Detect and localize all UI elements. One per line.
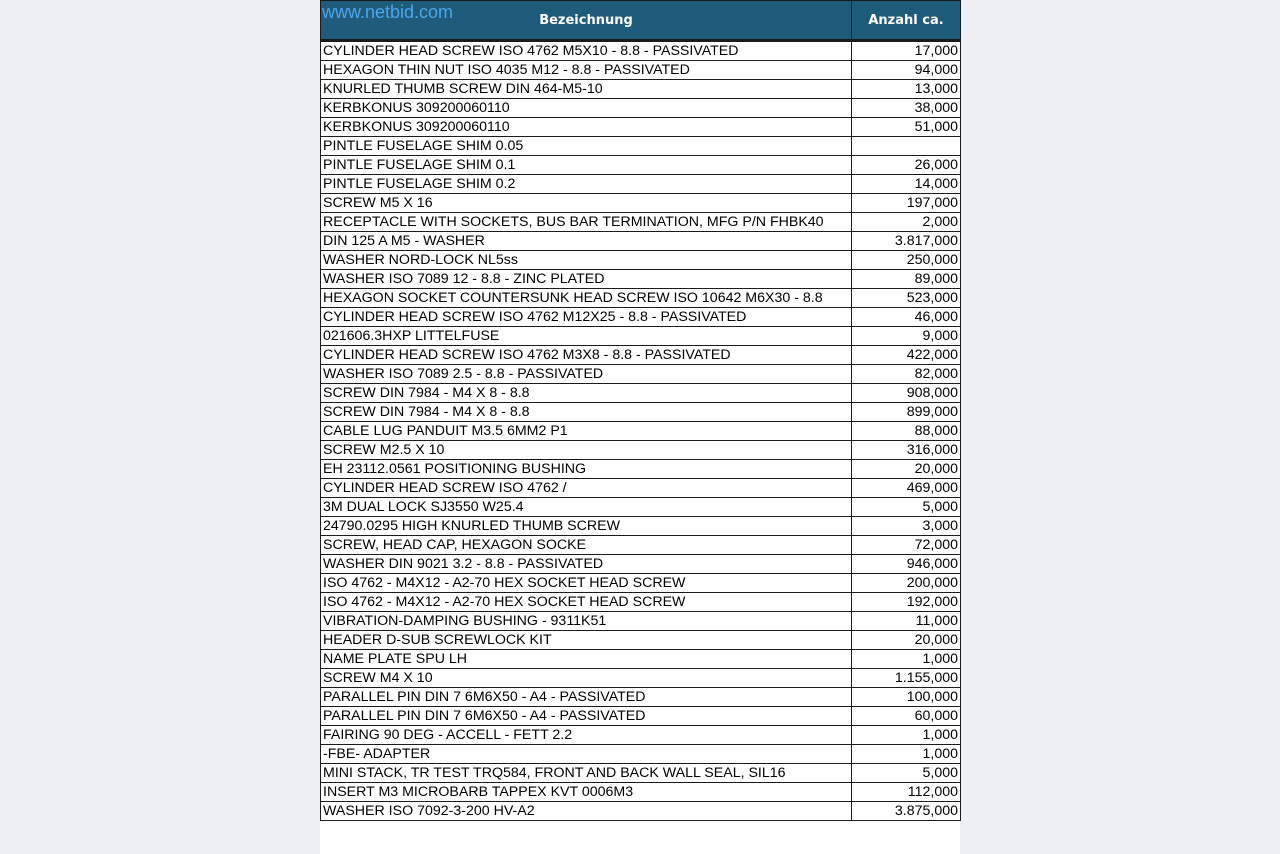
table-row (321, 764, 961, 783)
row-description: PARALLEL PIN DIN 7 6M6X50 - A4 - PASSIVATED (321, 688, 852, 707)
table-row (321, 80, 961, 99)
row-quantity: 72,000 (852, 536, 961, 555)
row-description: -FBE- ADAPTER (321, 745, 852, 764)
table-row (321, 327, 961, 346)
row-quantity: 60,000 (852, 707, 961, 726)
row-description: SCREW DIN 7984 - M4 X 8 - 8.8 (321, 403, 852, 422)
row-description: SCREW DIN 7984 - M4 X 8 - 8.8 (321, 384, 852, 403)
table-row (321, 536, 961, 555)
table-row (321, 346, 961, 365)
row-description: DIN 125 A M5 - WASHER (321, 232, 852, 251)
table-body (321, 41, 961, 821)
row-description: WASHER NORD-LOCK NL5ss (321, 251, 852, 270)
row-description: CABLE LUG PANDUIT M3.5 6MM2 P1 (321, 422, 852, 441)
table-row (321, 517, 961, 536)
table-row (321, 688, 961, 707)
row-quantity: 1,000 (852, 745, 961, 764)
table-row (321, 289, 961, 308)
row-description: WASHER ISO 7089 12 - 8.8 - ZINC PLATED (321, 270, 852, 289)
row-description: MINI STACK, TR TEST TRQ584, FRONT AND BACK WALL SEAL, SIL16 (321, 764, 852, 783)
row-description: PINTLE FUSELAGE SHIM 0.1 (321, 156, 852, 175)
row-quantity: 5,000 (852, 764, 961, 783)
table-row (321, 555, 961, 574)
row-description: HEXAGON SOCKET COUNTERSUNK HEAD SCREW ISO 10642 M6X30 - 8.8 (321, 289, 852, 308)
table-row (321, 574, 961, 593)
table-row (321, 365, 961, 384)
table-row (321, 41, 961, 61)
row-quantity: 1,000 (852, 650, 961, 669)
row-quantity: 82,000 (852, 365, 961, 384)
row-quantity: 20,000 (852, 631, 961, 650)
row-description: PINTLE FUSELAGE SHIM 0.05 (321, 137, 852, 156)
row-description: RECEPTACLE WITH SOCKETS, BUS BAR TERMINATION, MFG P/N FHBK40 (321, 213, 852, 232)
row-quantity: 3.817,000 (852, 232, 961, 251)
row-quantity: 2,000 (852, 213, 961, 232)
row-quantity: 94,000 (852, 61, 961, 80)
row-quantity: 100,000 (852, 688, 961, 707)
table-row (321, 251, 961, 270)
row-quantity: 316,000 (852, 441, 961, 460)
row-quantity: 5,000 (852, 498, 961, 517)
row-description: 24790.0295 HIGH KNURLED THUMB SCREW (321, 517, 852, 536)
table-row (321, 156, 961, 175)
row-description: HEADER D-SUB SCREWLOCK KIT (321, 631, 852, 650)
row-description: 021606.3HXP LITTELFUSE (321, 327, 852, 346)
row-description: WASHER ISO 7089 2.5 - 8.8 - PASSIVATED (321, 365, 852, 384)
row-description: SCREW, HEAD CAP, HEXAGON SOCKE (321, 536, 852, 555)
row-quantity: 112,000 (852, 783, 961, 802)
row-quantity: 9,000 (852, 327, 961, 346)
table-row (321, 593, 961, 612)
row-quantity: 38,000 (852, 99, 961, 118)
row-quantity: 14,000 (852, 175, 961, 194)
table-row (321, 422, 961, 441)
row-quantity: 899,000 (852, 403, 961, 422)
row-description: KERBKONUS 309200060110 (321, 118, 852, 137)
row-quantity: 3.875,000 (852, 802, 961, 821)
table-row (321, 669, 961, 688)
watermark: www.netbid.com (322, 2, 454, 22)
row-description: CYLINDER HEAD SCREW ISO 4762 / (321, 479, 852, 498)
table-row (321, 707, 961, 726)
row-quantity: 908,000 (852, 384, 961, 403)
table-row (321, 213, 961, 232)
table-row (321, 631, 961, 650)
table-row (321, 99, 961, 118)
row-description: SCREW M2.5 X 10 (321, 441, 852, 460)
row-description: 3M DUAL LOCK SJ3550 W25.4 (321, 498, 852, 517)
row-description: WASHER DIN 9021 3.2 - 8.8 - PASSIVATED (321, 555, 852, 574)
row-quantity: 46,000 (852, 308, 961, 327)
table-row (321, 270, 961, 289)
table-row (321, 460, 961, 479)
table-row (321, 745, 961, 764)
table-row (321, 479, 961, 498)
row-description: SCREW M4 X 10 (321, 669, 852, 688)
row-description: HEXAGON THIN NUT ISO 4035 M12 - 8.8 - PASSIVATED (321, 61, 852, 80)
table-row (321, 175, 961, 194)
table-row (321, 118, 961, 137)
row-description: INSERT M3 MICROBARB TAPPEX KVT 0006M3 (321, 783, 852, 802)
row-quantity: 1,000 (852, 726, 961, 745)
row-description: ISO 4762 - M4X12 - A2-70 HEX SOCKET HEAD SCREW (321, 593, 852, 612)
header-description: Bezeichnung (321, 1, 852, 41)
table-row (321, 783, 961, 802)
row-quantity: 13,000 (852, 80, 961, 99)
row-quantity: 1.155,000 (852, 669, 961, 688)
table-row (321, 802, 961, 821)
row-description: SCREW M5 X 16 (321, 194, 852, 213)
row-quantity (852, 137, 961, 156)
row-description: CYLINDER HEAD SCREW ISO 4762 M3X8 - 8.8 - PASSIVATED (321, 346, 852, 365)
row-quantity: 20,000 (852, 460, 961, 479)
row-description: NAME PLATE SPU LH (321, 650, 852, 669)
table-row (321, 232, 961, 251)
table-row (321, 441, 961, 460)
table-row (321, 384, 961, 403)
table-row (321, 194, 961, 213)
row-quantity: 946,000 (852, 555, 961, 574)
table-row (321, 612, 961, 631)
row-description: KERBKONUS 309200060110 (321, 99, 852, 118)
row-description: CYLINDER HEAD SCREW ISO 4762 M5X10 - 8.8 - PASSIVATED (321, 41, 852, 61)
row-quantity: 88,000 (852, 422, 961, 441)
row-quantity: 250,000 (852, 251, 961, 270)
row-quantity: 17,000 (852, 41, 961, 61)
row-quantity: 197,000 (852, 194, 961, 213)
row-description: VIBRATION-DAMPING BUSHING - 9311K51 (321, 612, 852, 631)
row-description: ISO 4762 - M4X12 - A2-70 HEX SOCKET HEAD SCREW (321, 574, 852, 593)
header-quantity: Anzahl ca. (852, 1, 961, 41)
row-quantity: 200,000 (852, 574, 961, 593)
table-row (321, 726, 961, 745)
row-quantity: 523,000 (852, 289, 961, 308)
row-description: WASHER ISO 7092-3-200 HV-A2 (321, 802, 852, 821)
row-quantity: 469,000 (852, 479, 961, 498)
row-description: CYLINDER HEAD SCREW ISO 4762 M12X25 - 8.8 - PASSIVATED (321, 308, 852, 327)
table-row (321, 650, 961, 669)
row-quantity: 422,000 (852, 346, 961, 365)
row-quantity: 89,000 (852, 270, 961, 289)
table-row (321, 137, 961, 156)
table-row (321, 498, 961, 517)
table-row (321, 403, 961, 422)
row-quantity: 3,000 (852, 517, 961, 536)
row-quantity: 11,000 (852, 612, 961, 631)
row-description: PINTLE FUSELAGE SHIM 0.2 (321, 175, 852, 194)
row-description: PARALLEL PIN DIN 7 6M6X50 - A4 - PASSIVATED (321, 707, 852, 726)
row-description: KNURLED THUMB SCREW DIN 464-M5-10 (321, 80, 852, 99)
table-row (321, 61, 961, 80)
row-description: FAIRING 90 DEG - ACCELL - FETT 2.2 (321, 726, 852, 745)
row-quantity: 192,000 (852, 593, 961, 612)
table-row (321, 308, 961, 327)
row-quantity: 26,000 (852, 156, 961, 175)
parts-table (320, 0, 961, 821)
row-quantity: 51,000 (852, 118, 961, 137)
row-description: EH 23112.0561 POSITIONING BUSHING (321, 460, 852, 479)
